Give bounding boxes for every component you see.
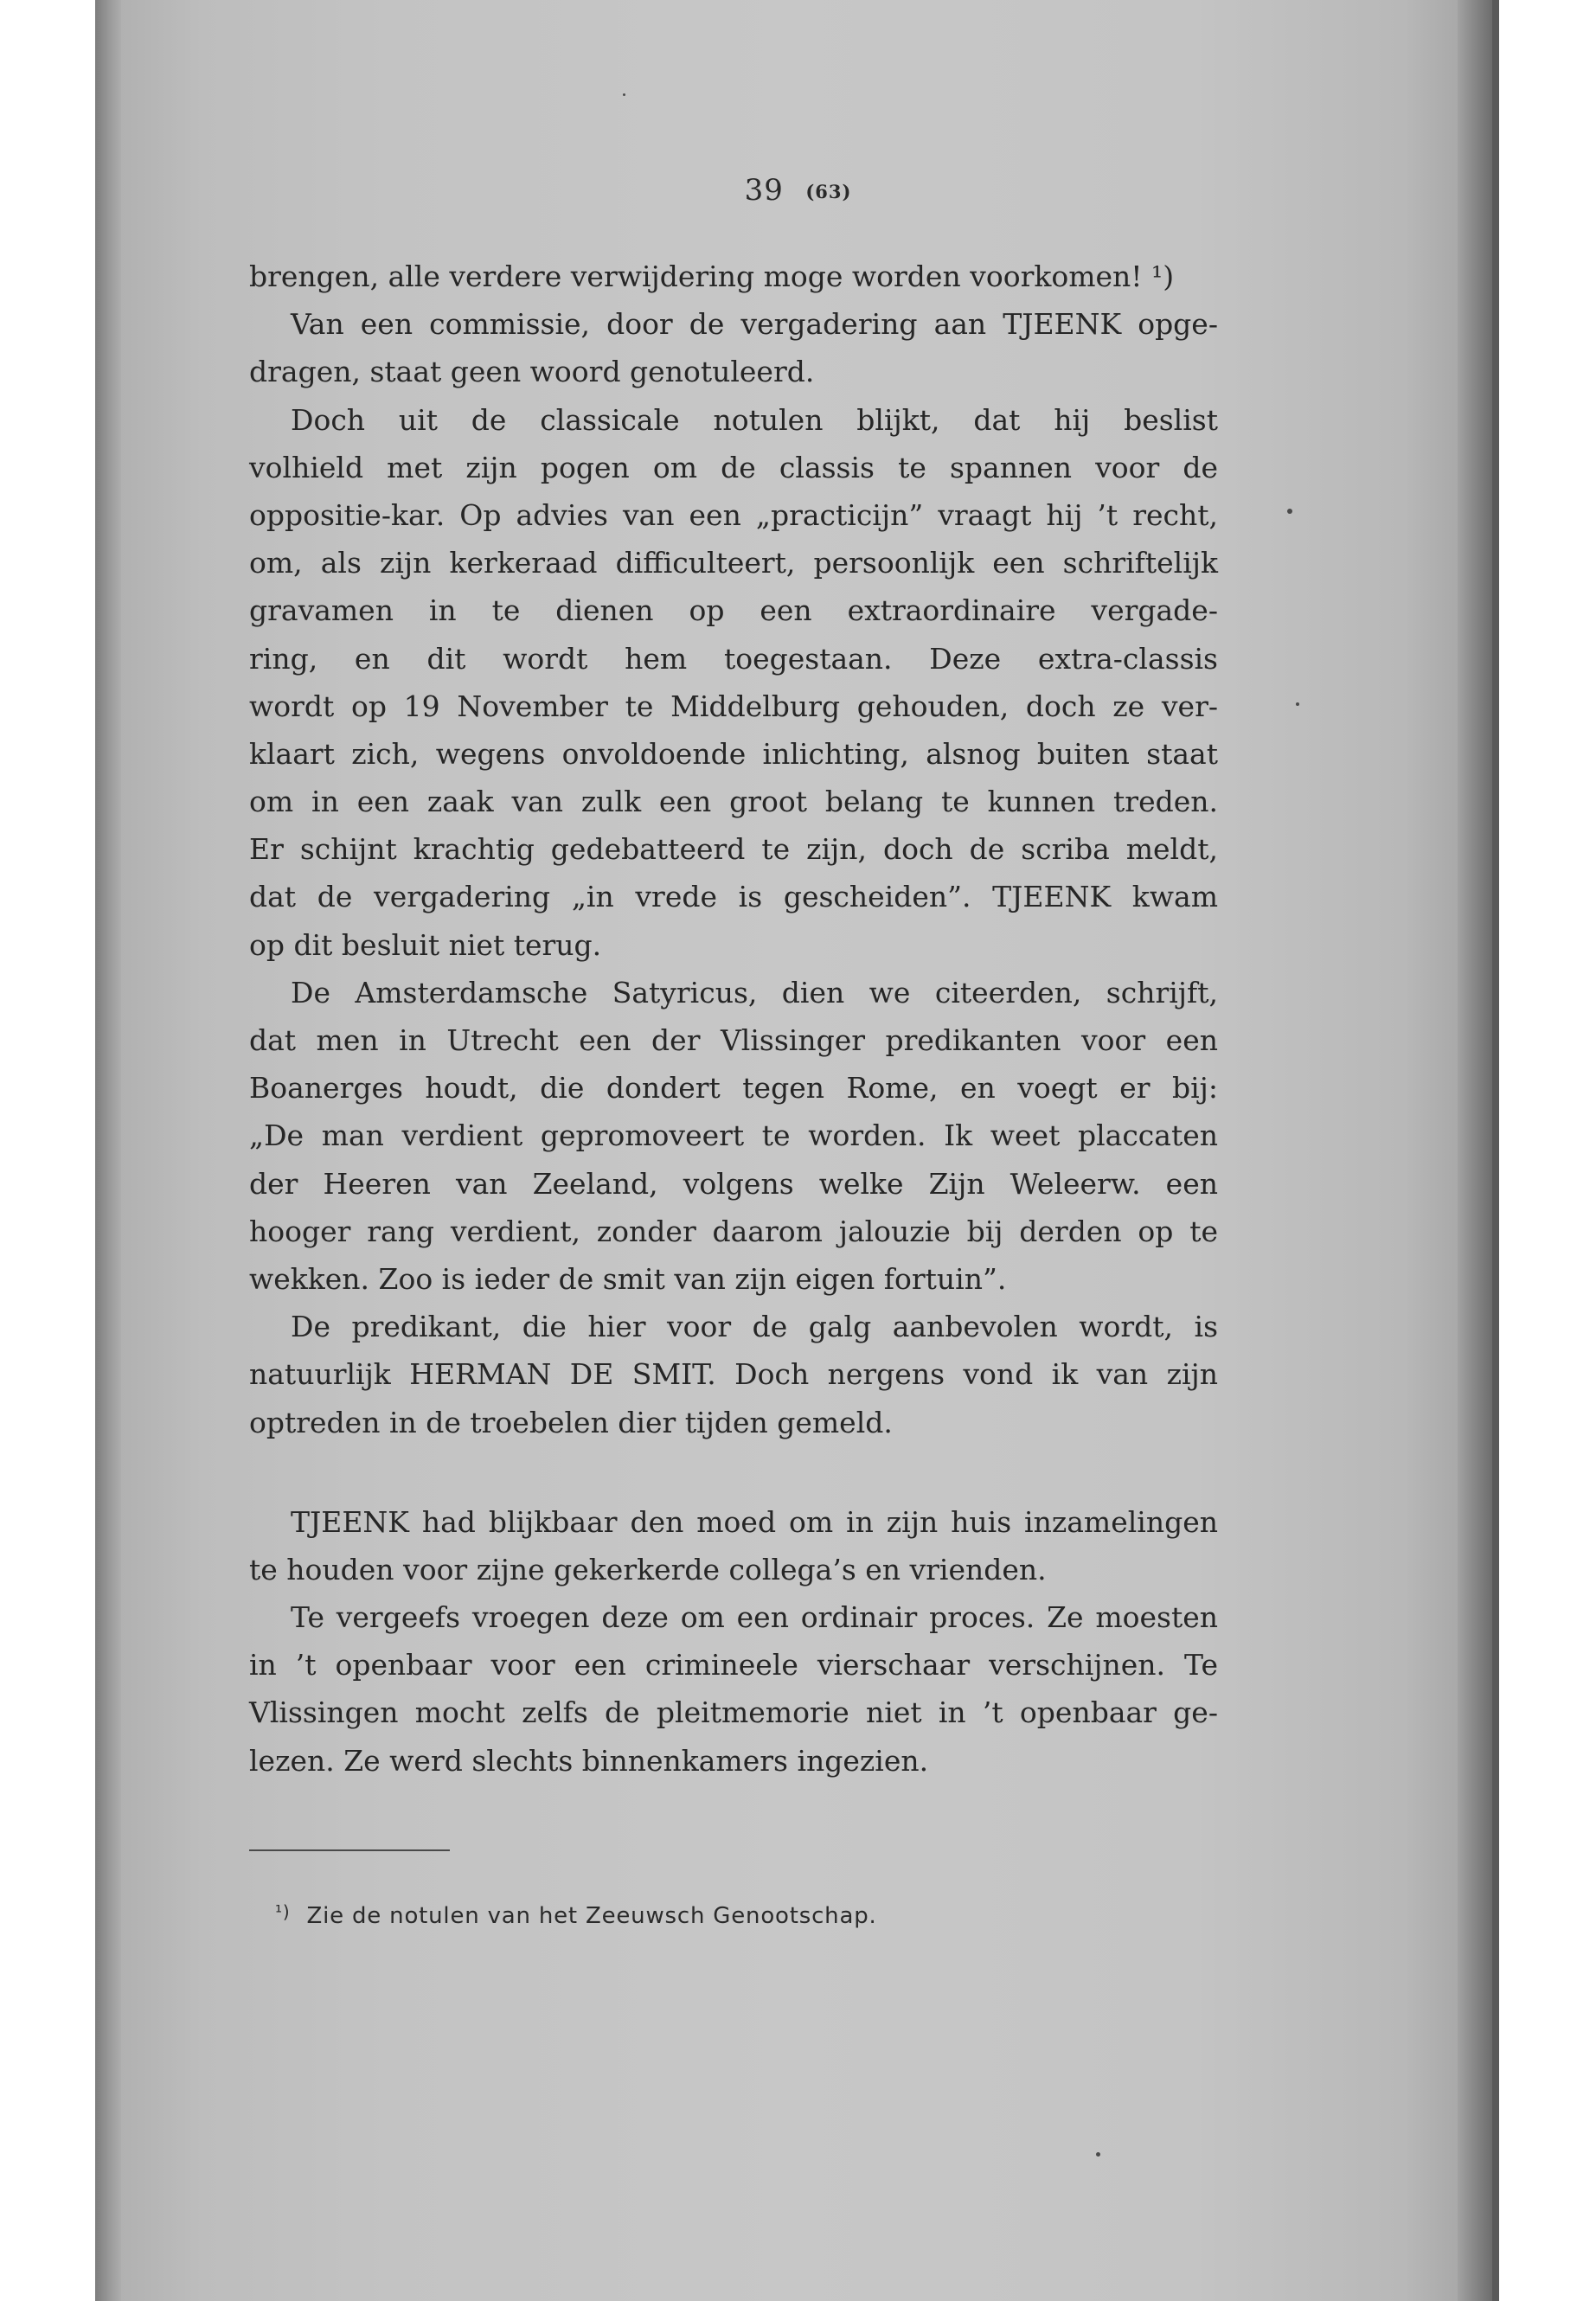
text-line: om, als zijn kerkeraad difficulteert, persoonlijk een schriftelijk (249, 546, 1218, 580)
text-line: dat de vergadering „in vrede is gescheiden”. TJEENK kwam (249, 880, 1218, 914)
text-line: lezen. Ze werd slechts binnenkamers ingezien. (249, 1743, 929, 1778)
text-line: optreden in de troebelen dier tijden gemeld. (249, 1405, 893, 1439)
text-line: brengen, alle verdere verwijdering moge worden voorkomen! ¹) (249, 260, 1175, 293)
text-line: der Heeren van Zeeland, volgens welke Zijn Weleerw. een (249, 1166, 1218, 1201)
text-line: Te vergeefs vroegen deze om een ordinair proces. Ze moesten (291, 1600, 1218, 1635)
footnote-mark: ¹) (275, 1901, 291, 1922)
text-line: Doch uit de classicale notulen blijkt, dat hij beslist (291, 402, 1218, 437)
text-block-1 (249, 253, 1218, 1446)
text-line: De Amsterdamsche Satyricus, dien we citeerden, schrijft, (291, 975, 1218, 1009)
body-text (249, 253, 1218, 1785)
paper-speck (1287, 509, 1292, 514)
footnote (275, 1901, 877, 1929)
page-gutter (1492, 0, 1499, 2301)
text-line: dragen, staat geen woord genotuleerd. (249, 355, 815, 389)
text-line: op dit besluit niet terug. (249, 927, 602, 962)
page-number-main: 39 (744, 173, 784, 208)
paper-speck (1096, 2152, 1100, 2157)
page-number-alt: (63) (805, 181, 852, 202)
text-line: natuurlijk HERMAN DE SMIT. Doch nergens vond ik van zijn (249, 1357, 1218, 1392)
page-right-edge (1458, 0, 1492, 2301)
text-line: Er schijnt krachtig gedebatteerd te zijn, doch de scriba meldt, (249, 832, 1218, 867)
section-gap (249, 1446, 1218, 1498)
page-number (0, 173, 1596, 208)
text-line: De predikant, die hier voor de galg aanbevolen wordt, is (291, 1310, 1218, 1344)
text-line: oppositie-kar. Op advies van een „practicijn” vraagt hij ’t recht, (249, 497, 1218, 532)
text-line: om in een zaak van zulk een groot belang te kunnen treden. (249, 785, 1218, 819)
text-line: volhield met zijn pogen om de classis te spannen voor de (249, 450, 1218, 484)
page-left-edge (95, 0, 121, 2301)
text-line: „De man verdient gepromoveert te worden. Ik weet placcaten (249, 1118, 1218, 1153)
text-block-2 (249, 1498, 1218, 1785)
text-line: ring, en dit wordt hem toegestaan. Deze extra-classis (249, 641, 1218, 676)
text-line: gravamen in te dienen op een extraordinaire vergade- (249, 593, 1218, 628)
text-line: Van een commissie, door de vergadering aan TJEENK opge- (291, 307, 1218, 342)
text-line: hooger rang verdient, zonder daarom jalouzie bij derden op te (249, 1214, 1218, 1248)
text-line: wekken. Zoo is ieder de smit van zijn eigen fortuin”. (249, 1261, 1007, 1296)
paper-speck (1296, 702, 1299, 706)
paper-speck (623, 93, 625, 96)
text-line: wordt op 19 November te Middelburg gehouden, doch ze ver- (249, 689, 1218, 723)
text-line: klaart zich, wegens onvoldoende inlichting, alsnog buiten staat (249, 736, 1218, 771)
footnote-rule (249, 1849, 450, 1851)
text-line: dat men in Utrecht een der Vlissinger predikanten voor een (249, 1023, 1218, 1057)
text-line: Vlissingen mocht zelfs de pleitmemorie niet in ’t openbaar ge- (249, 1695, 1218, 1730)
footnote-text: Zie de notulen van het Zeeuwsch Genootschap. (306, 1903, 877, 1929)
text-line: TJEENK had blijkbaar den moed om in zijn huis inzamelingen (291, 1504, 1218, 1539)
text-line: Boanerges houdt, die dondert tegen Rome, en voegt er bij: (249, 1071, 1218, 1106)
text-line: in ’t openbaar voor een crimineele vierschaar verschijnen. Te (249, 1648, 1218, 1682)
text-line: te houden voor zijne gekerkerde collega’s en vrienden. (249, 1552, 1047, 1586)
